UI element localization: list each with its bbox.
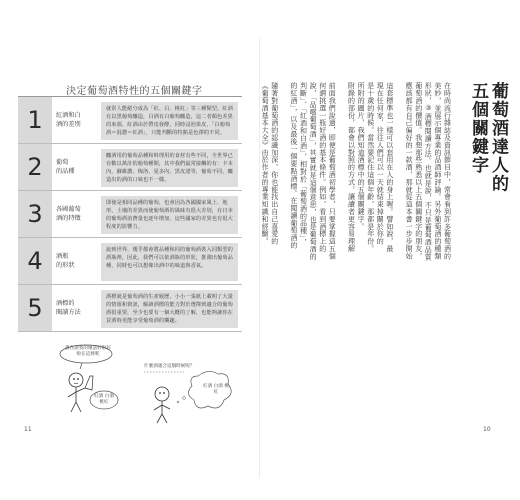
table-row: [18, 285, 242, 332]
page-number-right: 10: [483, 426, 491, 433]
table-row: [18, 191, 242, 238]
row-number: 4: [27, 247, 43, 275]
body-text-column: 所附的圖片，我們知道酒標中的五個關鍵字。: [357, 82, 366, 230]
body-text-column: 《葡萄酒基本大全》由於作者的專業知識和經驗。: [261, 82, 270, 245]
row-keyword-line: 葡萄: [56, 159, 69, 166]
row-number-box: [18, 191, 52, 237]
five-keys-table: [18, 96, 242, 332]
chapter-heading-line: 五個關鍵字: [468, 82, 488, 175]
table-title: 決定葡萄酒特性的五個關鍵字: [66, 86, 203, 97]
row-number-box: [18, 285, 52, 331]
body-text-column: 是十歲的時候。當然要記住這個年齡，那都是年份。: [366, 82, 375, 253]
row-keyword: [56, 285, 96, 331]
body-text-column: 應該都有自己偏好的一款酒，那就從這本書一步步開始: [405, 82, 414, 260]
row-number-box: [18, 97, 52, 143]
row-keyword-line: 酒的差別: [56, 121, 81, 128]
body-text-column: 判斷」、「紅酒和白酒」，相對於「葡萄酒的品種」，: [299, 82, 308, 246]
row-keyword-line: 閱讀方法: [56, 309, 81, 316]
row-keyword-line: 的形狀: [56, 262, 75, 269]
body-text-column: 美妙，並展示個專業的品酒師評論。另外葡萄酒的種類: [433, 82, 442, 260]
row-keyword: [56, 97, 96, 143]
row-number: 1: [27, 106, 43, 134]
row-keyword-line: 酒標的: [56, 300, 75, 307]
row-keyword: [56, 238, 96, 284]
body-text-column: 前面我們說過，即便是葡萄酒初學者，只要掌握這五個: [328, 82, 337, 260]
body-text-column: 這套標準也一樣可以套用在人的身上喔。譬如說，最: [385, 82, 394, 253]
table-row: [18, 238, 242, 285]
row-description: 釀酒用的葡萄品種和料理用的食材有些不同，全世界已有數以萬計的葡萄種類，其中我們最常接觸的有：卡本內、蘇維濃、梅洛、夏多內、黑皮諾等，葡萄不同，釀造出的酒的口味也不一樣。: [101, 149, 238, 187]
row-number: 2: [27, 153, 43, 181]
chapter-heading-line: 葡萄酒達人的: [488, 82, 508, 193]
doodle-left-label: 紅酒 白酒 桃紅: [94, 394, 114, 406]
body-text-column: 說，「品嚐葡萄酒」，其實就是這個意思，也是葡萄酒的: [309, 82, 318, 260]
body-text-column: 在時尚流行雜誌及資訊節目中，常會看到許多葡萄酒的: [443, 82, 452, 260]
row-keyword-line: 的品種: [56, 168, 75, 175]
body-text-column: 形狀，③酒標閱讀方法。也就是說，不只是葡萄酒品質: [424, 82, 433, 261]
table-row: [18, 97, 242, 144]
row-description: 就常人能絕分成為「紅、白、桃紅」等三種類型。紅酒有以黑葡萄釀造，白酒有白葡萄釀造，這二者顏色差異的來源，紅酒由於帶皮發酵，同時浸泡果皮，「白葡萄酒＝混濃＝紅酒」，只能判斷的特點是色澤的不同。: [101, 102, 238, 140]
cartoon-illustration-right: [140, 368, 240, 428]
page-number-left: 11: [24, 426, 32, 433]
row-keyword: [56, 191, 96, 237]
doodle-left-bubble: 誰在說我的壞話好啦好啦在這裡呢: [65, 346, 111, 358]
row-description: 即使是相同品種的葡萄，也會因為各國國家風土、地形，土壤的差異而使葡萄酒的風味有很大差別，在日本的葡萄酒消費量也逐年增加，這些國家的差異也有很大程度的影響力。: [101, 196, 238, 234]
row-description: 酒標就是葡萄酒的生產履歷，小小一張紙上載明了大量的情報和資訊，解讀酒標的能力對於選擇到適合的葡萄酒很重要，至少也要有一個大概的了解，也能夠讓你在買酒時更能享受葡萄酒的樂趣。: [101, 290, 238, 328]
body-text-column: 附錄的部份，都會以對照的方式，讓讀者更容易理解: [347, 82, 356, 253]
body-text-column: 葡萄酒的價值。我想那些熟悉以上五個關鍵字的朋友，: [414, 82, 423, 260]
body-text-column: 現在任何家，往往人們可以一天就結束掉關於你的: [376, 82, 385, 245]
doodle-right-bubble: 什麼酒適合這個時候呢？: [144, 364, 195, 369]
row-keyword: [56, 144, 96, 190]
row-keyword-line: 酒的特徵: [56, 215, 81, 222]
body-text-column: 何謂挑選一瓶好酒的基本條件。例如，看到酒標上的: [318, 82, 327, 253]
row-keyword-line: 酒瓶: [56, 253, 69, 260]
row-description: 說到世界，幾乎都會將品種和同的葡萄酒裝入同類型的酒瓶裡，因此，我們可以依酒瓶的形狀，推測出葡萄品種，同時也可以想像出酒中的味道與香氣。: [101, 243, 238, 281]
body-text-column: 的紅酒」，以及最後一個要點酒標。在閱讀葡萄酒的: [289, 82, 298, 249]
table-row: [18, 144, 242, 191]
row-number: 5: [27, 294, 43, 322]
body-text-column: 隨著對葡萄酒的認識加深，你也能找出自己喜愛的: [270, 82, 279, 245]
chapter-heading: [468, 82, 508, 193]
row-keyword-line: 紅酒和白: [56, 112, 81, 119]
row-number-box: [18, 238, 52, 284]
doodle-right-cloud: 紅酒 白酒 桃紅: [203, 384, 229, 396]
row-keyword-line: 各國葡萄: [56, 206, 81, 213]
row-number: 3: [27, 200, 43, 228]
row-number-box: [18, 144, 52, 190]
